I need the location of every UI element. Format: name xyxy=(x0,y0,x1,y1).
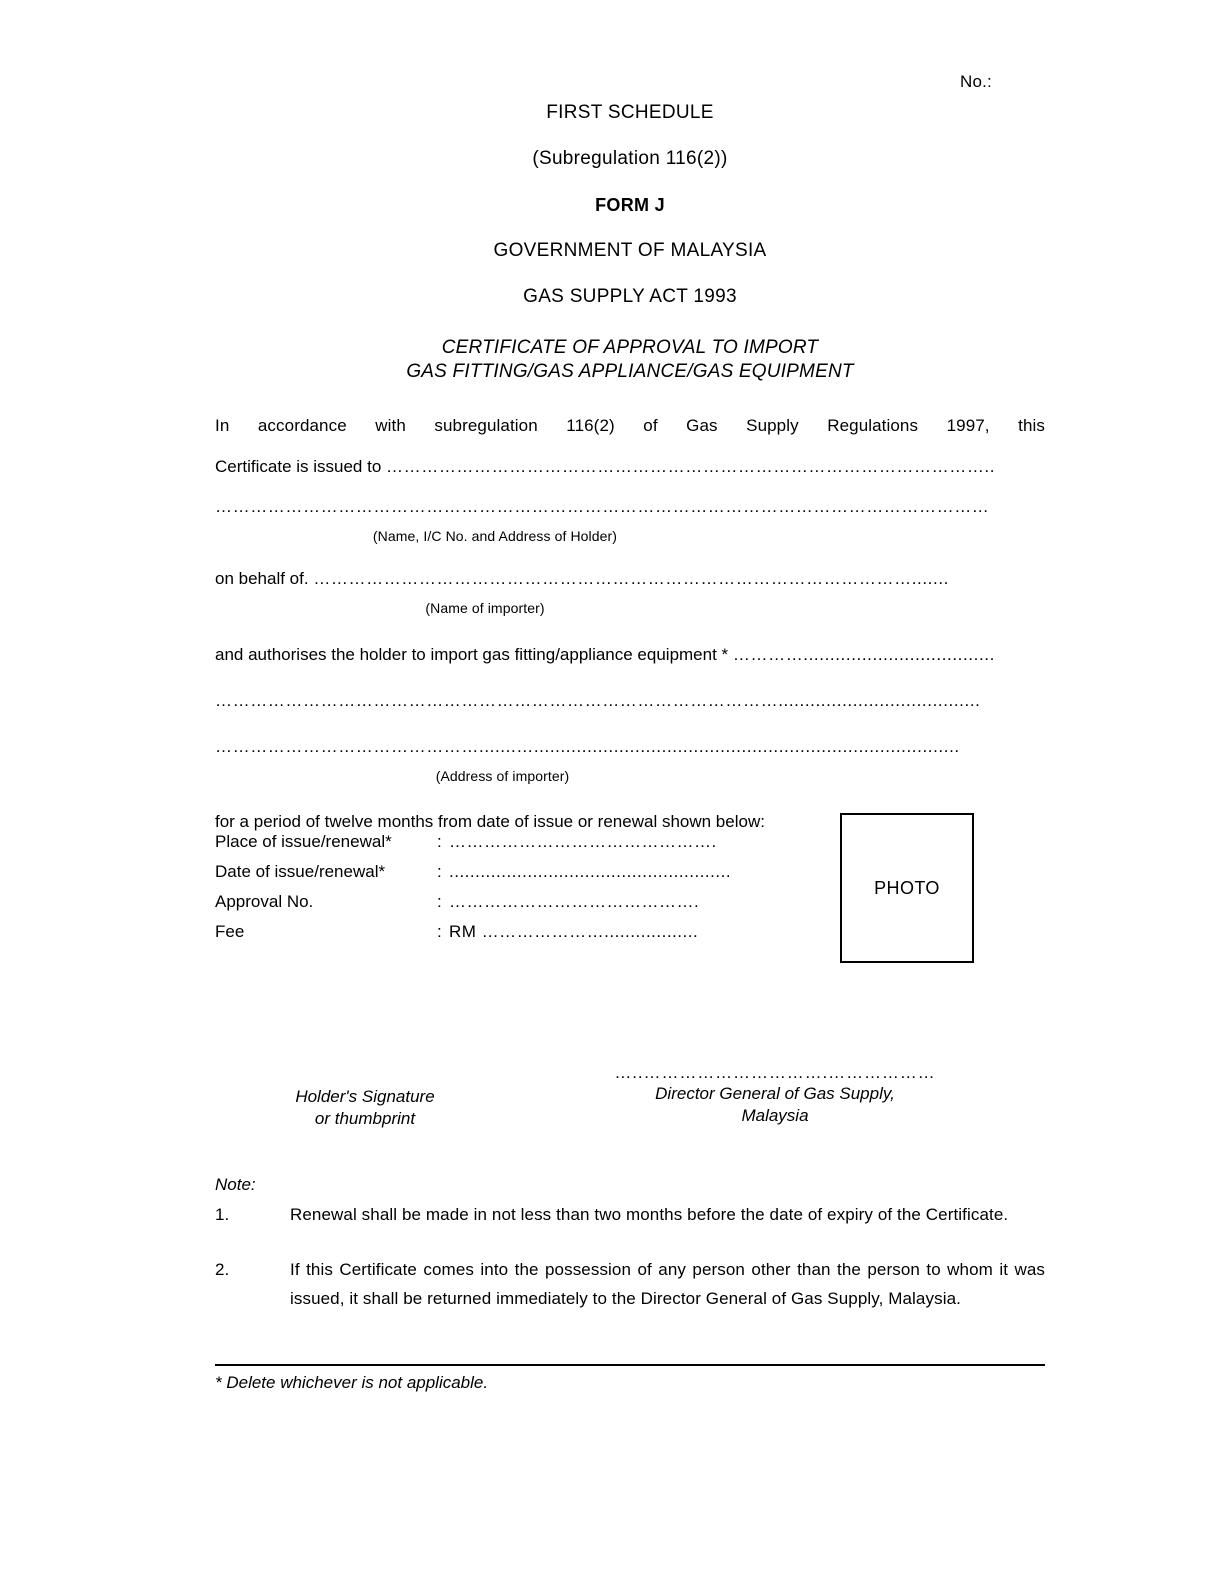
document-body xyxy=(215,405,1045,835)
field-value-place-of-issue[interactable]: ………………………………………. xyxy=(449,832,717,851)
validity-period-text: for a period of twelve months from date of issue or renewal shown below: xyxy=(215,812,765,831)
on-behalf-row xyxy=(215,559,1045,599)
field-row-fee xyxy=(215,922,835,952)
importer-address-blank-1[interactable]: ……………………………………………………………………………………...................................... xyxy=(215,691,981,710)
issued-to-blank[interactable]: ………………………………………………………………………………………….. xyxy=(386,457,996,476)
importer-address-row-2 xyxy=(215,727,1045,767)
field-label-approval-no: Approval No. xyxy=(215,892,314,911)
director-title-line-2: Malaysia xyxy=(741,1106,809,1125)
director-signature-block xyxy=(595,1063,955,1127)
note-text: If this Certificate comes into the possession of any person other than the person to whom it was issued, it shall be returned immediately to the Director General of Gas Supply, Malaysia. xyxy=(290,1260,1045,1308)
field-label-fee: Fee xyxy=(215,922,245,941)
note-item xyxy=(215,1200,1045,1229)
field-value-fee[interactable]: RM ………………….................. xyxy=(449,922,699,941)
holder-details-row xyxy=(215,487,1045,527)
holder-details-blank[interactable]: …………………………………………………………………………………………………………………… xyxy=(215,497,990,516)
director-title-line-1: Director General of Gas Supply, xyxy=(655,1084,895,1103)
note-text: Renewal shall be made in not less than two months before the date of expiry of the Certificate. xyxy=(290,1205,1009,1224)
holder-signature-label-line-2: or thumbprint xyxy=(314,1109,416,1128)
importer-address-caption: (Address of importer) xyxy=(435,768,570,784)
issued-to-row xyxy=(215,447,1045,487)
field-row-date-of-issue xyxy=(215,862,835,892)
header-subregulation: (Subregulation 116(2)) xyxy=(532,148,728,169)
authorises-row xyxy=(215,635,1045,675)
note-number: 1. xyxy=(215,1205,230,1224)
field-colon-approval-no: : xyxy=(437,892,442,911)
on-behalf-label: on behalf of. xyxy=(215,569,309,588)
header-government: GOVERNMENT OF MALAYSIA xyxy=(493,240,767,261)
issued-to-label: Certificate is issued to xyxy=(215,457,382,476)
field-colon-fee: : xyxy=(437,922,442,941)
footnote-delete-notice: * Delete whichever is not applicable. xyxy=(215,1373,489,1392)
photo-placeholder-box[interactable] xyxy=(840,813,974,963)
field-value-date-of-issue[interactable]: ...................................................... xyxy=(449,862,732,881)
photo-placeholder-label: PHOTO xyxy=(874,877,940,898)
header-form-j: FORM J xyxy=(595,195,665,215)
document-number-label: No.: xyxy=(960,72,992,91)
director-signature-blank[interactable]: …..………………………….……………… xyxy=(614,1063,936,1082)
field-label-date-of-issue: Date of issue/renewal* xyxy=(215,862,386,881)
issue-details-fields xyxy=(215,832,835,952)
header-certificate-title-line-1: CERTIFICATE OF APPROVAL TO IMPORT xyxy=(441,337,819,358)
importer-address-blank-2[interactable]: ……………………………………….......…................................................................................ xyxy=(215,737,960,756)
header-certificate-title-line-2: GAS FITTING/GAS APPLIANCE/GAS EQUIPMENT xyxy=(406,361,854,382)
field-row-approval-no xyxy=(215,892,835,922)
field-colon-place-of-issue: : xyxy=(437,832,442,851)
header-spacer xyxy=(215,320,1045,336)
field-label-place-of-issue: Place of issue/renewal* xyxy=(215,832,392,851)
footer-divider xyxy=(215,1364,1045,1366)
field-value-approval-no[interactable]: ……………………………………. xyxy=(449,892,700,911)
notes-section xyxy=(215,1172,1045,1313)
field-row-place-of-issue xyxy=(215,832,835,862)
note-item xyxy=(215,1255,1045,1313)
note-number: 2. xyxy=(215,1260,230,1279)
document-header xyxy=(215,90,1045,384)
on-behalf-blank[interactable]: …………………………………………………………………………………………....... xyxy=(313,569,949,588)
importer-name-caption: (Name of importer) xyxy=(425,600,545,616)
field-colon-date-of-issue: : xyxy=(437,862,442,881)
holder-signature-label-line-1: Holder's Signature xyxy=(295,1087,435,1106)
notes-title: Note: xyxy=(215,1175,256,1194)
authorises-blank[interactable]: ………….................................... xyxy=(732,645,995,664)
authorises-label: and authorises the holder to import gas fitting/appliance equipment * xyxy=(215,645,729,664)
holder-details-caption: (Name, I/C No. and Address of Holder) xyxy=(372,528,618,544)
header-act: GAS SUPPLY ACT 1993 xyxy=(523,286,737,307)
holder-signature-block xyxy=(240,1086,490,1130)
importer-address-row-1 xyxy=(215,681,1045,721)
header-first-schedule: FIRST SCHEDULE xyxy=(546,102,714,123)
intro-paragraph: In accordance with subregulation 116(2) of Gas Supply Regulations 1997, this xyxy=(215,416,1045,435)
